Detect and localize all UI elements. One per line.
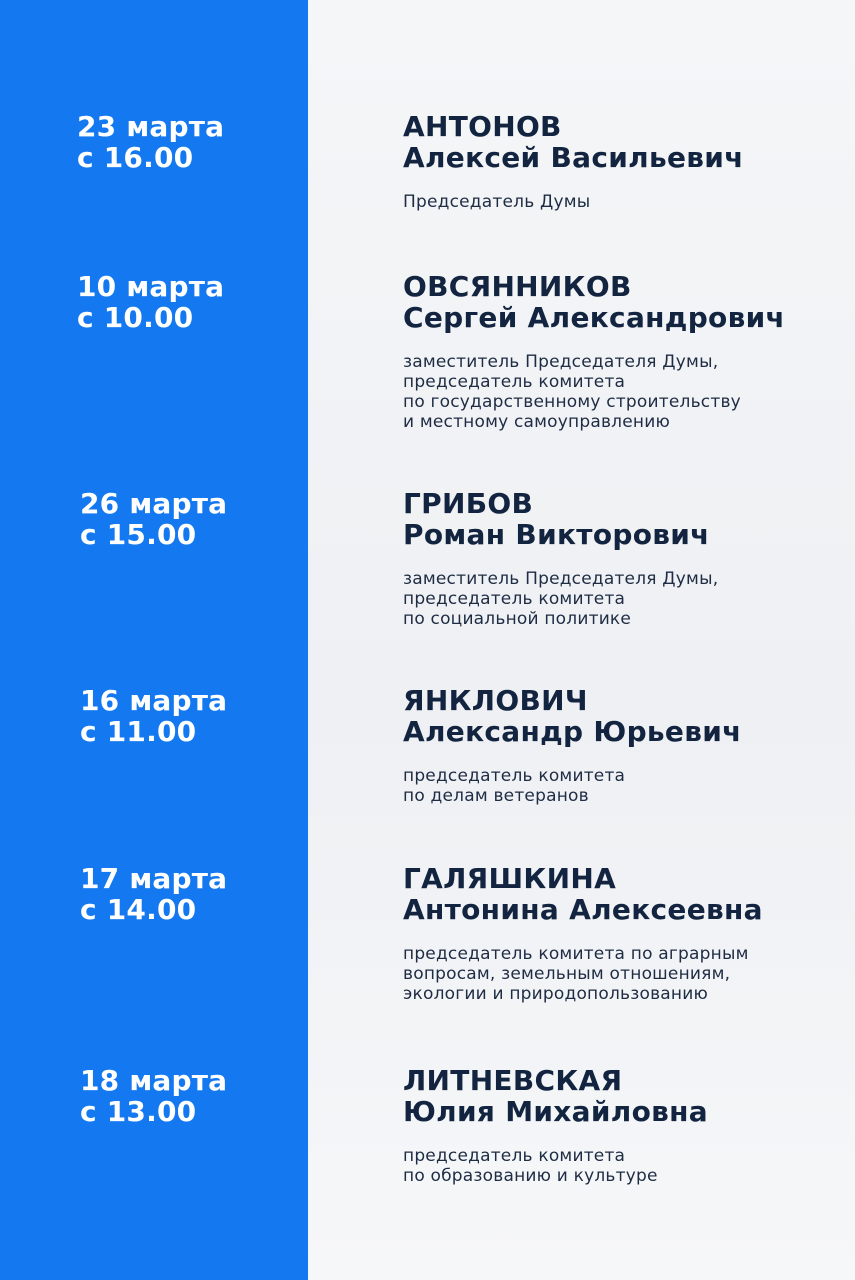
person-role	[403, 192, 843, 212]
role-line: вопросам, земельным отношениям,	[403, 964, 731, 984]
role-line: по государственному строительству	[403, 392, 741, 412]
entry-date-block	[80, 863, 227, 925]
person-given-name: Антонина Алексеевна	[403, 893, 763, 926]
entry-person	[403, 1065, 843, 1186]
person-given-name: Алексей Васильевич	[403, 141, 744, 174]
entry-date-block	[80, 1065, 227, 1127]
person-given-name: Александр Юрьевич	[403, 715, 742, 748]
entry-time: с 13.00	[80, 1095, 197, 1128]
role-line: председатель комитета	[403, 372, 626, 392]
person-role	[403, 352, 843, 432]
role-line: Председатель Думы	[403, 192, 591, 212]
person-surname: АНТОНОВ	[403, 110, 562, 143]
entry-date: 23 марта	[77, 110, 225, 143]
entry-date-block	[80, 488, 227, 550]
entry-person	[403, 271, 843, 432]
person-given-name: Сергей Александрович	[403, 301, 786, 334]
role-line: заместитель Председателя Думы,	[403, 352, 719, 372]
entry-date-block	[80, 685, 227, 747]
person-given-name: Юлия Михайловна	[403, 1095, 708, 1128]
entry-person	[403, 111, 843, 212]
entry-time: с 15.00	[80, 518, 197, 551]
entry-date: 10 марта	[77, 270, 225, 303]
role-line: председатель комитета по аграрным	[403, 944, 749, 964]
entry-person	[403, 488, 843, 629]
entry-date: 17 марта	[80, 862, 228, 895]
entry-time: с 10.00	[77, 301, 194, 334]
person-role	[403, 569, 843, 629]
entry-date-block	[77, 111, 224, 173]
entry-date: 26 марта	[80, 487, 228, 520]
entry-time: с 14.00	[80, 893, 197, 926]
role-line: заместитель Председателя Думы,	[403, 569, 719, 589]
person-given-name: Роман Викторович	[403, 518, 710, 551]
person-surname: ЛИТНЕВСКАЯ	[403, 1064, 623, 1097]
entry-date: 18 марта	[80, 1064, 228, 1097]
person-role	[403, 766, 843, 806]
role-line: председатель комитета	[403, 589, 626, 609]
role-line: председатель комитета	[403, 766, 626, 786]
entry-person	[403, 863, 843, 1004]
role-line: экологии и природопользованию	[403, 984, 709, 1004]
role-line: по социальной политике	[403, 609, 632, 629]
entry-time: с 11.00	[80, 715, 197, 748]
person-surname: ГАЛЯШКИНА	[403, 862, 617, 895]
person-surname: ГРИБОВ	[403, 487, 534, 520]
person-surname: ОВСЯННИКОВ	[403, 270, 632, 303]
role-line: и местному самоуправлению	[403, 412, 670, 432]
person-role	[403, 1146, 843, 1186]
entry-date: 16 марта	[80, 684, 228, 717]
role-line: по образованию и культуре	[403, 1166, 658, 1186]
role-line: по делам ветеранов	[403, 786, 589, 806]
role-line: председатель комитета	[403, 1146, 626, 1166]
entry-time: с 16.00	[77, 141, 194, 174]
entry-date-block	[77, 271, 224, 333]
entry-person	[403, 685, 843, 806]
person-role	[403, 944, 843, 1004]
person-surname: ЯНКЛОВИЧ	[403, 684, 588, 717]
